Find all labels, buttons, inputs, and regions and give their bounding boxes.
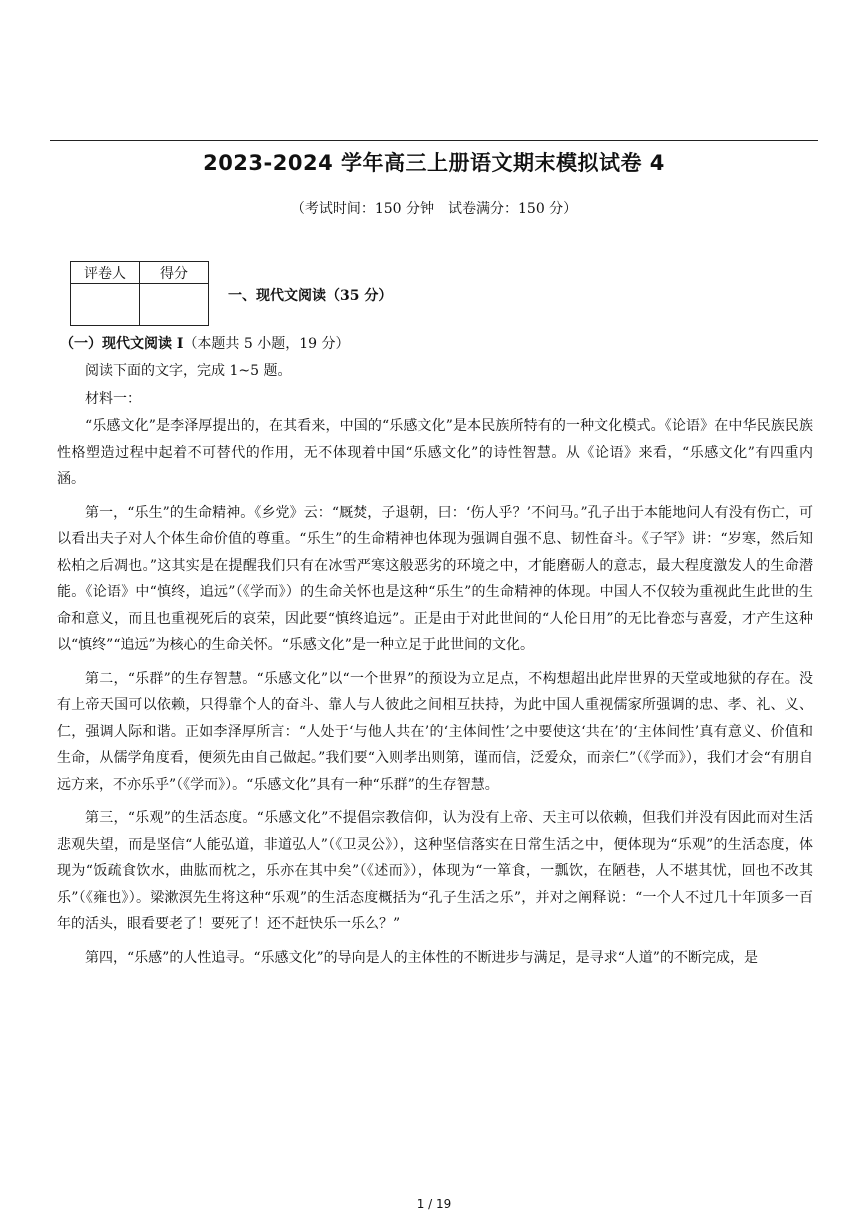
score-label: 得分 <box>140 262 209 284</box>
paragraph: 第一，“乐生”的生命精神。《乡党》云：“厩焚，子退朝，曰：‘伤人乎？’不问马。”孔子出于本能地问人有没有伤亡，可以看出夫子对人个体生命价值的尊重。“乐生”的生命精神也体现为强调自强不息、韧性奋斗。《子罕》讲：“岁寒，然后知松柏之后凋也。”这其实是在提醒我们只有在冰雪严寒这般恶劣的环境之中，才能磨砺人的意志，最大程度激发人的生命潜能。《论语》中“慎终，追远”（《学而》）的生命关怀也是这种“乐生”的生命精神的体现。中国人不仅较为重视此生此世的生命和意义，而且也重视死后的哀荣，因此要“慎终追远”。正是由于对此世间的“人伦日用”的无比眷恋与喜爱，才产生这种以“慎终”“追远”为核心的生命关怀。“乐感文化”是一种立足于此世间的文化。 <box>57 504 813 653</box>
paragraph: 第四，“乐感”的人性追寻。“乐感文化”的导向是人的主体性的不断进步与满足，是寻求“人道”的不断完成，是 <box>85 949 758 966</box>
subsection-heading-line <box>60 333 350 353</box>
page-number: 1 / 19 <box>416 1197 452 1211</box>
reading-passage <box>57 358 813 978</box>
document-title: 2023-2024 学年高三上册语文期末模拟试卷 4 <box>203 151 665 175</box>
grader-cell <box>71 284 140 326</box>
subsection-heading: （一）现代文阅读 I <box>60 336 184 352</box>
subsection-note: （本题共 5 小题，19 分） <box>183 336 350 352</box>
score-table <box>70 261 209 326</box>
exam-info: （考试时间：150 分钟 试卷满分：150 分） <box>290 201 578 217</box>
paragraph: 第二，“乐群”的生存智慧。“乐感文化”以“一个世界”的预设为立足点，不构想超出此岸世界的天堂或地狱的存在。没有上帝天国可以依赖，只得靠个人的奋斗、靠人与人彼此之间相互扶持，为此中国人重视儒家所强调的忠、孝、礼、义、仁，强调人际和谐。正如李泽厚所言：“人处于‘与他人共在’的‘主体间性’之中要使这‘共在’的‘主体间性’真有意义、价值和生命，从儒学角度看，便须先由自己做起。”我们要“入则孝出则第，谨而信，泛爱众，而亲仁”（《学而》），我们才会“有朋自远方来，不亦乐乎”（《学而》）。“乐感文化”具有一种“乐群”的生存智慧。 <box>57 670 813 793</box>
grader-label: 评卷人 <box>71 262 140 284</box>
material-label: 材料一： <box>85 390 141 407</box>
paragraph: 第三，“乐观”的生活态度。“乐感文化”不提倡宗教信仰，认为没有上帝、天主可以依赖，但我们并没有因此而对生活悲观失望，而是坚信“人能弘道，非道弘人”（《卫灵公》），这种坚信落实在日常生活之中，便体现为“乐观”的生活态度，体现为“饭疏食饮水，曲肱而枕之，乐亦在其中矣”（《述而》），体现为“一箪食，一瓢饮，在陋巷，人不堪其忧，回也不改其乐”（《雍也》）。梁漱溟先生将这种“乐观”的生活态度概括为“孔子生活之乐”，并对之阐释说：“一个人不过几十年顶多一百年的活头，眼看要老了！要死了！还不赶快乐一乐么？” <box>57 810 813 932</box>
top-rule <box>50 140 818 141</box>
paragraph: “乐感文化”是李泽厚提出的，在其看来，中国的“乐感文化”是本民族所特有的一种文化模式。《论语》在中华民族民族性格塑造过程中起着不可替代的作用，无不体现着中国“乐感文化”的诗性智慧。从《论语》来看，“乐感文化”有四重内涵。 <box>57 418 813 487</box>
section-heading: 一、现代文阅读（35 分） <box>228 288 393 304</box>
instruction-text: 阅读下面的文字，完成 1~5 题。 <box>85 363 292 379</box>
score-cell <box>140 284 209 326</box>
